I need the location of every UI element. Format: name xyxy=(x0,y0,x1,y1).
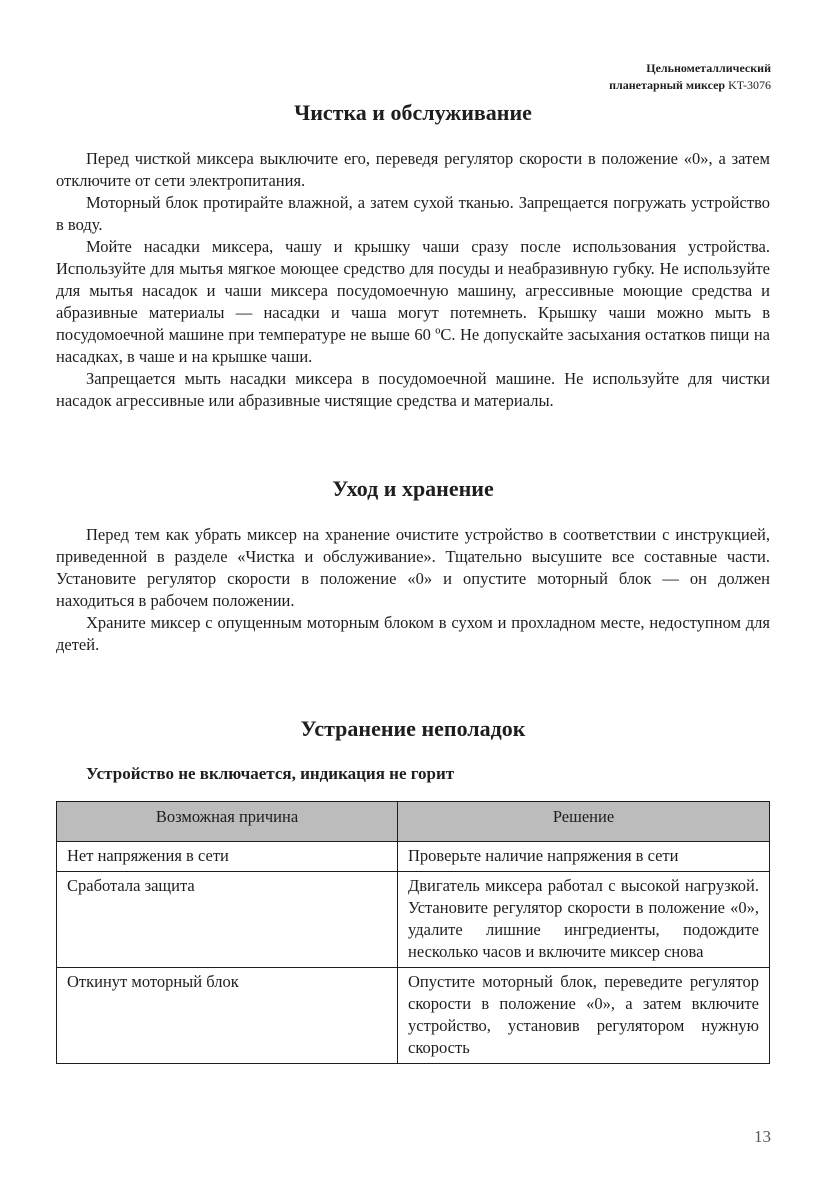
solution-cell: Проверьте наличие напряжения в сети xyxy=(398,842,770,872)
troubleshooting-table xyxy=(56,801,770,1064)
cause-cell: Откинут моторный блок xyxy=(57,968,398,1064)
header-line-1: Цельнометаллический xyxy=(646,61,771,75)
cleaning-section-title: Чистка и обслуживание xyxy=(294,100,532,125)
running-header xyxy=(609,60,771,94)
cleaning-paragraph: Мойте насадки миксера, чашу и крышку чаши сразу после использования устройства. Используйте для мытья мягкое моющее средство для посуды и неабразивную губку. Не используйте для мытья насадок и чаши миксера посудомоечную машину, агрессивные моющие средства и абразивные материалы — насадки и чаша могут потемнеть. Крышку чаши можно мыть в посудомоечной машине при температуре не выше 60 ºC. Не допускайте засыхания остатков пищи на насадках, в чаше и на крышке чаши. xyxy=(56,237,770,366)
troubleshooting-subheading: Устройство не включается, индикация не горит xyxy=(86,764,455,783)
column-header-cause: Возможная причина xyxy=(57,802,398,842)
cleaning-paragraph: Запрещается мыть насадки миксера в посудомоечной машине. Не используйте для чистки насадок агрессивные или абразивные чистящие средства и материалы. xyxy=(56,369,770,410)
solution-cell: Опустите моторный блок, переведите регулятор скорости в положение «0», а затем включите устройство, установив регулятором нужную скорость xyxy=(398,968,770,1064)
troubleshooting-section-title: Устранение неполадок xyxy=(300,716,526,741)
header-line-2 xyxy=(609,77,771,94)
storage-section-body xyxy=(56,524,770,656)
cleaning-paragraph: Перед чисткой миксера выключите его, переведя регулятор скорости в положение «0», а затем отключите от сети электропитания. xyxy=(56,149,770,190)
page-number: 13 xyxy=(754,1127,771,1146)
header-model-code: KT-3076 xyxy=(728,78,771,92)
cleaning-section-body xyxy=(56,148,770,412)
table-row xyxy=(57,842,770,872)
table-row xyxy=(57,872,770,968)
solution-cell: Двигатель миксера работал с высокой нагрузкой. Установите регулятор скорости в положение «0», удалите лишние ингредиенты, подождите несколько часов и включите миксер снова xyxy=(398,872,770,968)
table-header-row xyxy=(57,802,770,842)
cleaning-paragraph: Моторный блок протирайте влажной, а затем сухой тканью. Запрещается погружать устройство в воду. xyxy=(56,193,770,234)
storage-section-title: Уход и хранение xyxy=(332,476,494,501)
column-header-solution: Решение xyxy=(398,802,770,842)
cause-cell: Нет напряжения в сети xyxy=(57,842,398,872)
storage-paragraph: Перед тем как убрать миксер на хранение очистите устройство в соответствии с инструкцией, приведенной в разделе «Чистка и обслуживание». Тщательно высушите все составные части. Установите регулятор скорости в положение «0» и опустите моторный блок — он должен находиться в рабочем положении. xyxy=(56,525,770,610)
table-row xyxy=(57,968,770,1064)
header-product-type: планетарный миксер xyxy=(609,78,729,92)
storage-paragraph: Храните миксер с опущенным моторным блоком в сухом и прохладном месте, недоступном для детей. xyxy=(56,613,770,654)
cause-cell: Сработала защита xyxy=(57,872,398,968)
